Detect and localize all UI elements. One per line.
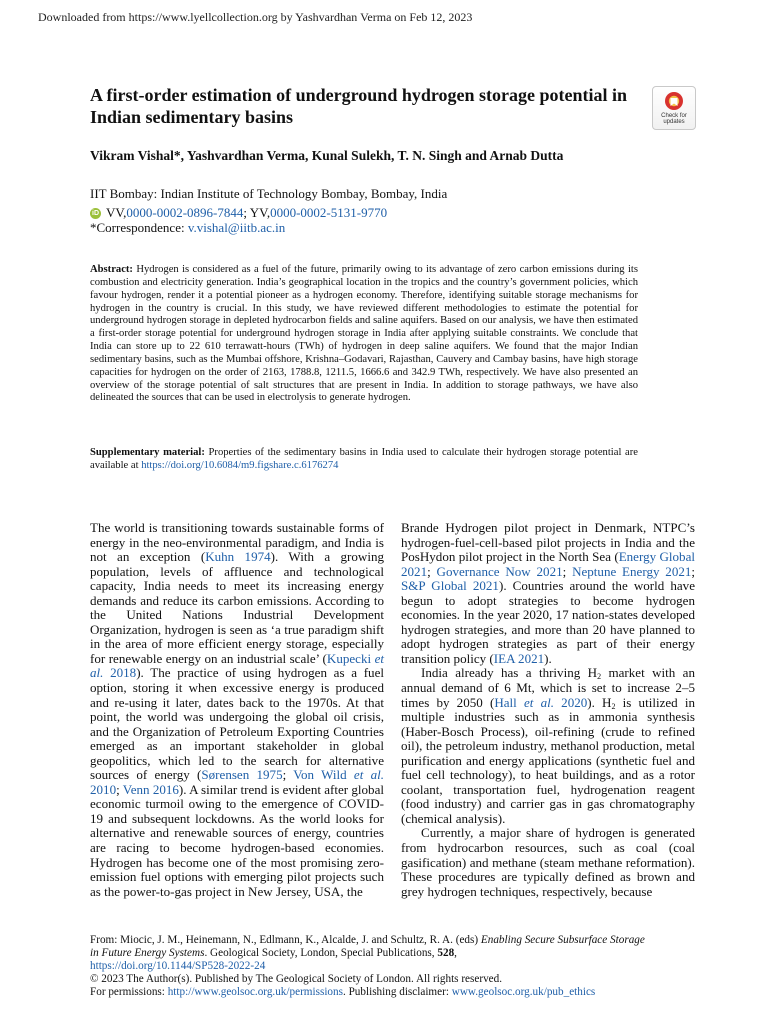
body-text: ). A similar trend is evident after global economic turmoil owing to the emergence of COVID-19 and subsequent lockdowns. As the world looks for alternative and renewable sources of energy, countries are racing to become hydrogen-based economies. Hydrogen has become one of the most promising zero-emission fuel options with emerging pilot projects such as the power-to-gas project in New Jersey, USA, the	[90, 781, 384, 899]
author-list: Vikram Vishal*, Yashvardhan Verma, Kunal Sulekh, T. N. Singh and Arnab Dutta	[90, 148, 564, 163]
paper-title: A first-order estimation of underground hydrogen storage potential in Indian sedimentary basins	[90, 85, 628, 127]
body-text: ). Countries around the world have begun to adopt strategies to become hydrogen economies. In the year 2020, 17 nation-states developed hydrogen strategies, and more than 20 have planned to adopt hydrogen strategies as part of their energy transition policy (	[401, 578, 695, 666]
disclaimer-link[interactable]: www.geolsoc.org.uk/pub_ethics	[451, 986, 596, 998]
footer-text: For permissions:	[90, 986, 168, 998]
body-text: ). With a growing population, levels of affluence and technological capacity, India needs to meet its increasing energy demands and reduce its carbon emissions. According to the United Nations Industrial Development Organization, hydrogen is seen as ‘a true paradigm shift in the area of more efficient energy storage, especially for renewable energy on an industrial scale’ (	[90, 549, 384, 666]
citation-separator: ;	[562, 563, 573, 579]
citation-author: Hall	[494, 694, 524, 710]
body-paragraph: Currently, a major share of hydrogen is generated from hydrocarbon resources, such as coal (coal gasification) and methane (steam methane reformation). These procedures are typically defined as brown and grey hydrogen techniques, respectively, because	[401, 825, 695, 899]
footer-text: . Publishing disclaimer:	[342, 986, 452, 998]
body-text: ). H	[587, 694, 612, 710]
check-for-updates-label-line2: updates	[663, 119, 685, 125]
orcid-vv-prefix: VV,	[106, 205, 127, 220]
supplementary-text: Properties of the sedimentary basins in India used to calculate their hydrogen storage potential are available at	[90, 447, 638, 471]
correspondence	[90, 220, 285, 236]
citation-link[interactable]: S&P Global 2021	[401, 578, 499, 594]
body-text: India already has a thriving H	[421, 665, 598, 681]
affiliation: IIT Bombay: Indian Institute of Technology Bombay, Bombay, India	[90, 186, 448, 201]
body-text: The world is transitioning towards sustainable forms of energy in the neo-environmental paradigm, and India is not an exception (	[90, 520, 384, 565]
footer-text: . Geological Society, London, Special Publications,	[204, 947, 438, 959]
body-text: market with an annual demand of 6 Mt, which is set to increase 2–5 times by 2050 (	[401, 665, 695, 710]
citation-year: 2018	[103, 665, 137, 681]
correspondence-label: *Correspondence:	[90, 220, 188, 235]
copyright: © 2023 The Author(s). Published by The Geological Society of London. All rights reserved.	[90, 973, 503, 985]
footer-text: From: Miocic, J. M., Heinemann, N., Edlmann, K., Alcalde, J. and Schultz, R. A. (eds)	[90, 934, 481, 946]
subscript: 2	[597, 672, 602, 682]
subscript: 2	[611, 701, 616, 711]
abstract-label: Abstract:	[90, 264, 133, 275]
citation-separator: ;	[116, 781, 123, 797]
citation-separator: ;	[691, 563, 696, 579]
citation-link[interactable]: IEA 2021	[493, 650, 545, 666]
body-text: ).	[544, 650, 552, 666]
volume-number: 528	[437, 947, 455, 959]
body-text: Brande Hydrogen pilot project in Denmark, NTPC’s hydrogen-fuel-cell-based pilot projects in India and the PosHydon pilot project in the North Sea (	[401, 520, 695, 565]
citation-link[interactable]: Sørensen 1975	[201, 767, 283, 783]
citation-link[interactable]: Venn 2016	[122, 781, 179, 797]
orcid-line	[90, 205, 387, 221]
citation-etal: et al.	[353, 767, 385, 783]
citation-link[interactable]: Energy Global 2021	[401, 549, 695, 579]
body-paragraph	[90, 521, 384, 899]
citation-author: Kupecki	[326, 650, 375, 666]
citation-link[interactable]: Kuhn 1974	[205, 549, 271, 565]
supplementary-label: Supplementary material:	[90, 447, 205, 458]
source-citation	[90, 934, 650, 960]
citation-link[interactable]: Neptune Energy 2021	[572, 563, 692, 579]
abstract-text: Hydrogen is considered as a fuel of the future, primarily owing to its advantage of zero carbon emissions during its combustion and electricity generation. India’s geographical location in the tropics and the country’s government policies, which favour hydrogen, render it a potential pioneer as a hydrogen economy. Therefore, identifying suitable storage mechanisms for hydrogen in the country is crucial. In this study, we have reviewed different methodologies to estimate the potential for underground hydrogen storage in depleted hydrocarbon fields and saline aquifers. Based on our analysis, we have then estimated a first-order storage potential for underground hydrogen storage in India after applying suitable constraints. We conclude that India can store up to 22 610 terrawatt-hours (TWh) of hydrogen in deep saline aquifers. We found that the major Indian sedimentary basins, such as the Mumbai offshore, Krishna–Godavari, Rajasthan, Cauvery and Cambay basins, have high storage capacities for hydrogen on the order of 2163, 1788.8, 1211.5, 1666.6 and 342.9 TWh, respectively. We have also presented an overview of the storage potential of salt structures that are present in India. In addition to storage pathways, we have also delineated the sources that can be used in electrolysis to generate hydrogen.	[90, 264, 638, 404]
citation-etal: et al.	[523, 694, 554, 710]
orcid-link-vv[interactable]: 0000-0002-0896-7844	[126, 205, 244, 220]
body-paragraph	[401, 521, 695, 666]
book-title: Enabling Secure Subsurface Storage in Future Energy Systems	[90, 934, 645, 959]
supplementary-material	[90, 447, 638, 473]
citation-link[interactable]	[494, 695, 587, 710]
permissions-link[interactable]: http://www.geolsoc.org.uk/permissions	[167, 986, 343, 998]
doi-link[interactable]: https://doi.org/10.1144/SP528-2022-24	[90, 960, 266, 972]
citation-etal: et al.	[90, 650, 384, 681]
citation-author: Von Wild	[293, 767, 354, 783]
supplementary-link[interactable]: https://doi.org/10.6084/m9.figshare.c.6176274	[141, 459, 339, 471]
citation-year: 2020	[553, 694, 588, 710]
body-text: is utilized in multiple industries such as in ammonia synthesis (Haber-Bosch Process), oil-refining (crude to refined oil), the petroleum industry, methanol production, metal purification and energy applications (synthetic fuel and fuel cell technology), to heat buildings, and as a rotor coolant, transportation fuel, hydrogenation reagent (food industry) and carrier gas in gas chromatography (chemical analysis).	[401, 694, 696, 826]
body-text: ). The practice of using hydrogen as a fuel option, storing it when excessive energy is produced and re-using it later, dates back to the 1970s. At that point, the world was undergoing the global oil crisis, and the Organization of Petroleum Exporting Countries emerged as an important stakeholder in global geopolitics, which led to the search for alternative sources of energy (	[90, 665, 384, 783]
orcid-yv-prefix: ; YV,	[243, 205, 271, 220]
check-for-updates-icon	[664, 91, 684, 111]
footer-text: ,	[454, 947, 457, 959]
check-for-updates-label-line1: Check for	[661, 113, 687, 119]
check-for-updates-button[interactable]	[652, 86, 696, 130]
download-banner: Downloaded from https://www.lyellcollection.org by Yashvardhan Verma on Feb 12, 2023	[38, 10, 473, 24]
abstract	[90, 264, 638, 405]
page-footer	[90, 934, 650, 999]
body-column-left	[90, 521, 384, 899]
citation-separator: ;	[282, 767, 294, 783]
body-paragraph	[401, 666, 695, 826]
orcid-link-yv[interactable]: 0000-0002-5131-9770	[270, 205, 388, 220]
body-column-right	[401, 521, 695, 899]
citation-separator: ;	[427, 563, 437, 579]
orcid-icon: iD	[92, 209, 99, 217]
permissions-line	[90, 986, 650, 999]
citation-year: 2010	[90, 781, 117, 797]
correspondence-email-link[interactable]: v.vishal@iitb.ac.in	[187, 220, 286, 235]
citation-link[interactable]: Governance Now 2021	[436, 563, 563, 579]
